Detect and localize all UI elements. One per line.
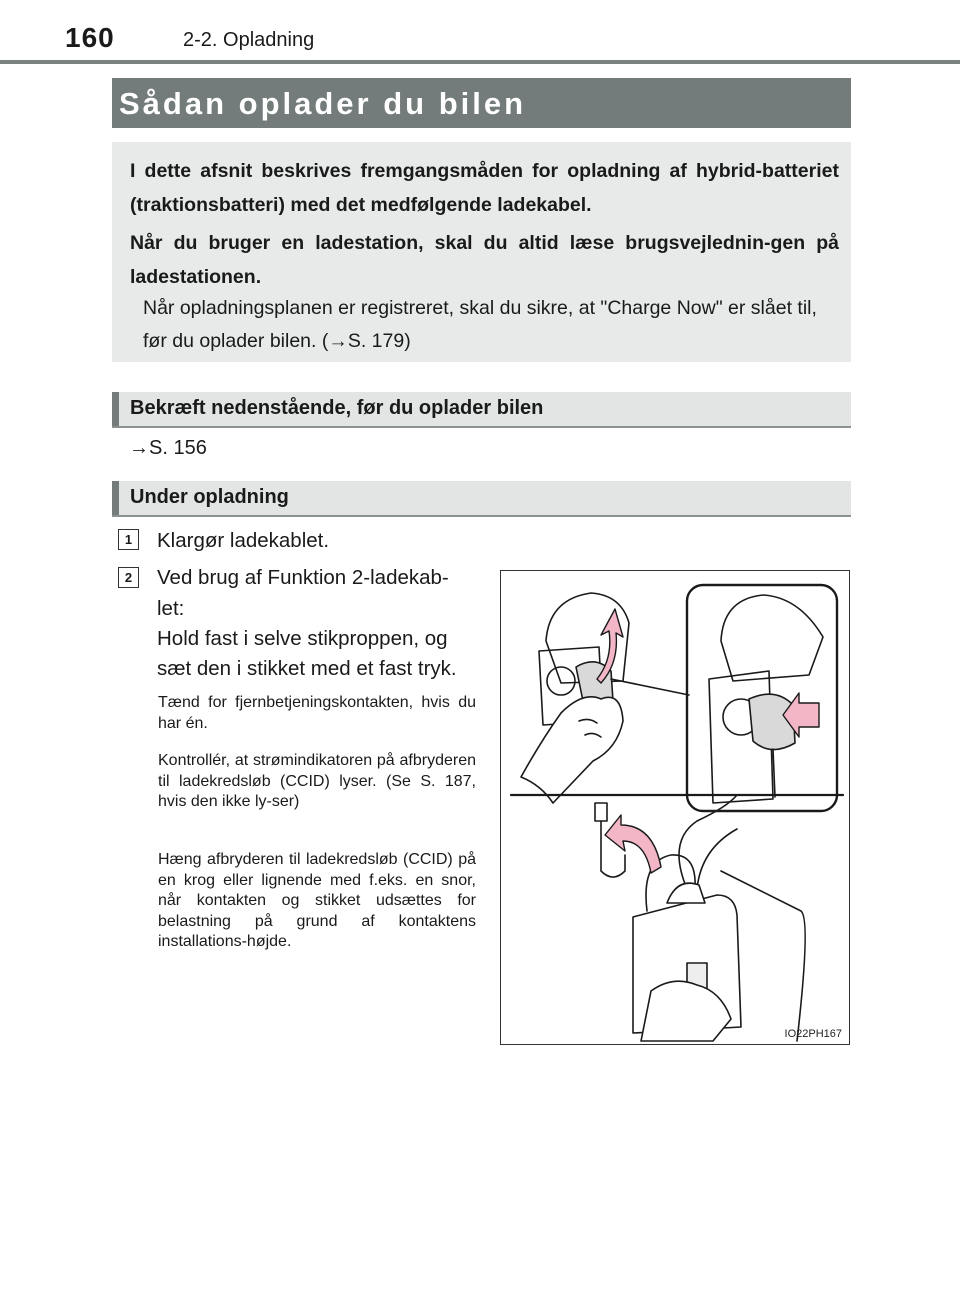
step-1-text: Klargør ladekablet. [157, 529, 330, 552]
step-2-line-4: sæt den i stikket med et fast tryk. [157, 657, 457, 680]
section-title: Bekræft nedenstående, før du oplader bilen [130, 397, 544, 419]
step-2-line-3: Hold fast i selve stikproppen, og [157, 627, 448, 650]
page-title: Sådan oplader du bilen [119, 86, 527, 121]
section-header-check [112, 392, 851, 428]
arrow-hang-icon [605, 815, 661, 873]
step-2-line-1: Ved brug af Funktion 2-ladekab- [157, 566, 449, 589]
illustration-drawing [501, 571, 848, 1043]
chapter-title: 2-2. Opladning [183, 29, 315, 51]
section-accent [112, 481, 119, 515]
section-title: Under opladning [130, 486, 289, 508]
section-header-charging [112, 481, 851, 517]
intro-note: Når opladningsplanen er registreret, skal du sikre, at "Charge Now" er slået til, før du oplader bilen. (→S. 179) [143, 297, 817, 352]
hand-left [521, 697, 623, 803]
step-number-1: 1 [118, 529, 139, 550]
note-2: Kontrollér, at strømindikatoren på afbryderen til ladekredsløb (CCID) lyser. (Se S. 187, hvis den ikke ly-ser) [158, 752, 476, 810]
note-3: Hæng afbryderen til ladekredsløb (CCID) på en krog eller lignende med f.eks. en snor, når kontakten og stikket udsættes for belastning på grund af kontaktens installations-højde. [158, 851, 476, 950]
step-2-line-2: let: [157, 597, 185, 620]
note-1: Tænd for fjernbetjeningskontakten, hvis du har én. [158, 694, 476, 732]
section-accent [112, 392, 119, 426]
page-reference: →S. 156 [129, 437, 207, 459]
figure-code: IO22PH167 [784, 1028, 842, 1040]
intro-paragraph-1: I dette afsnit beskrives fremgangsmåden for opladning af hybrid-batteriet (traktionsbatteri) med det medfølgende ladekabel. [130, 160, 839, 216]
page-number: 160 [65, 22, 115, 53]
header-rule [0, 60, 960, 64]
intro-paragraph-2: Når du bruger en ladestation, skal du altid læse brugsvejlednin-gen på ladestationen. [130, 232, 839, 288]
step-number-2: 2 [118, 567, 139, 588]
charge-lid-detail [721, 595, 823, 681]
charging-illustration [500, 570, 850, 1045]
